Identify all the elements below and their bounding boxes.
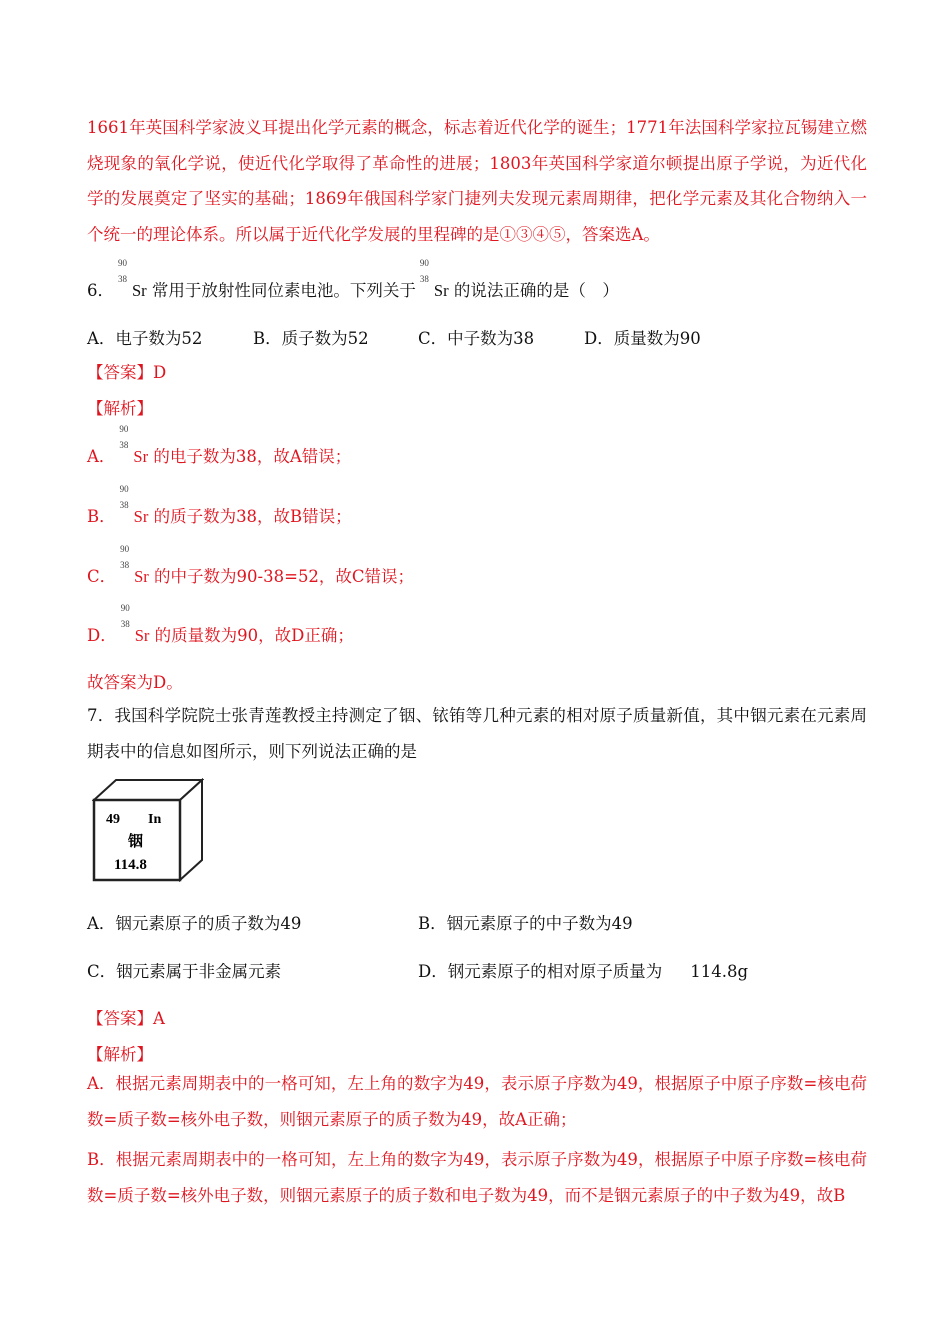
- q6-analysis-title: 【解析】: [87, 399, 153, 418]
- q7-option-b: B．铟元素原子的中子数为49: [418, 914, 633, 933]
- q7-stem: 7．我国科学院院士张青莲教授主持测定了铟、铱铕等几种元素的相对原子质量新值，其中铟元素在元素周期表中的信息如图所示，则下列说法正确的是: [87, 706, 867, 761]
- q6-stem-text-a: 常用于放射性同位素电池。下列关于: [151, 281, 416, 300]
- element-symbol: Sr: [433, 281, 449, 300]
- q7-analysis-b: B．根据元素周期表中的一格可知，左上角的数字为49，表示原子序数为49，根据原子中原子序数=核电荷数=质子数=核外电子数，则铟元素原子的质子数和电子数为49，而不是铟元素原子的中子数为49，故B: [87, 1150, 867, 1205]
- atomic-number: 49: [106, 812, 120, 827]
- q7-option-d: D．钢元素原子的相对原子质量为 114.8g: [418, 962, 749, 981]
- q6-analysis-d: D． 90 38 Sr 的质量数为90，故D正确；: [87, 603, 354, 645]
- q6-analysis-b: B． 90 38 Sr 的质子数为38，故B错误；: [87, 484, 352, 526]
- element-name: 铟: [128, 832, 144, 850]
- q6-stem-text-b: 的说法正确的是（ ）: [453, 281, 619, 300]
- element-card-indium: [92, 778, 204, 882]
- intro-paragraph: 1661年英国科学家波义耳提出化学元素的概念，标志着近代化学的诞生；1771年法国科学家拉瓦锡建立燃烧现象的氧化学说，使近代化学取得了革命性的进展；1803年英国科学家道尔顿提出原子学说，为近代化学的发展奠定了坚实的基础；1869年俄国科学家门捷列夫发现元素周期律，把化学元素及其化合物纳入一个统一的理论体系。所以属于近代化学发展的里程碑的是①③④⑤，答案选A。: [87, 118, 867, 244]
- q6-number: 6．: [87, 281, 114, 300]
- element-symbol-in: In: [148, 812, 162, 827]
- isotope-notation: 90 38: [118, 258, 127, 284]
- q6-stem: [87, 258, 619, 301]
- q6-conclusion: 故答案为D。: [87, 673, 183, 692]
- q7-option-c: C．铟元素属于非金属元素: [87, 962, 282, 981]
- q7-answer: 【答案】A: [87, 1009, 165, 1028]
- q7-analysis-title: 【解析】: [87, 1045, 153, 1064]
- q6-analysis-c: C． 90 38 Sr 的中子数为90-38=52，故C错误；: [87, 544, 415, 586]
- q6-option-d: D．质量数为90: [584, 329, 701, 348]
- q6-answer: 【答案】D: [87, 363, 167, 382]
- q6-option-b: B．质子数为52: [253, 329, 369, 348]
- q6-option-c: C．中子数为38: [418, 329, 535, 348]
- q6-option-a: A．电子数为52: [87, 329, 203, 348]
- q7-option-a: A．铟元素原子的质子数为49: [87, 914, 302, 933]
- isotope-notation: 90 38: [419, 258, 429, 284]
- q7-analysis-a: A．根据元素周期表中的一格可知，左上角的数字为49，表示原子序数为49，根据原子中原子序数=核电荷数=质子数=核外电子数，则铟元素原子的质子数为49，故A正确；: [87, 1074, 867, 1129]
- q6-analysis-a: A． 90 38 Sr 的电子数为38，故A错误；: [87, 424, 352, 466]
- atomic-mass: 114.8: [114, 857, 147, 873]
- element-symbol: Sr: [132, 281, 147, 300]
